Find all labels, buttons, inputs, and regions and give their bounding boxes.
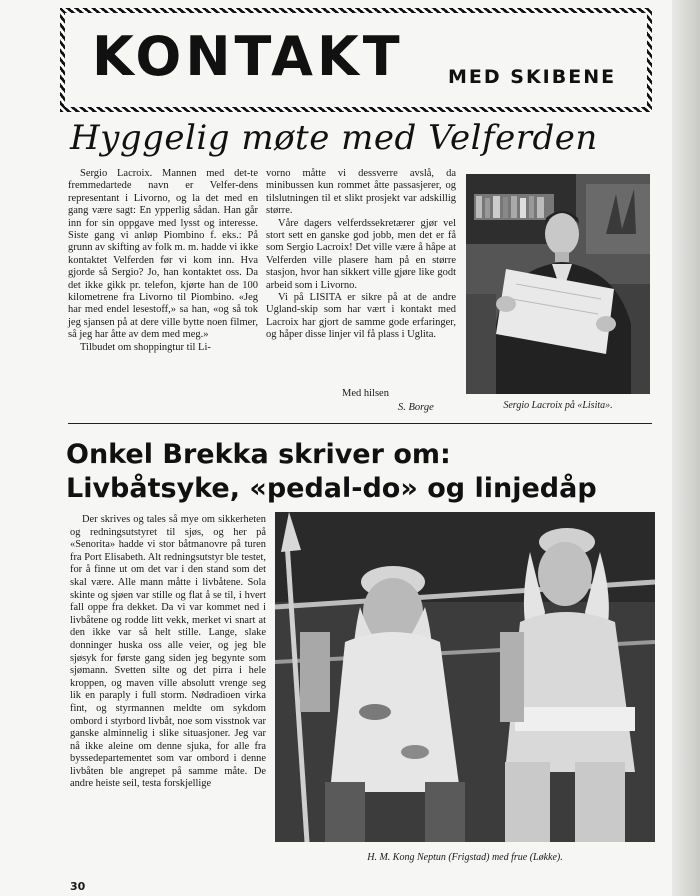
article1-column-2 <box>266 168 456 342</box>
article1-column-1 <box>68 168 258 354</box>
masthead-title: KONTAKT <box>92 25 404 88</box>
page-edge-shadow <box>672 0 700 896</box>
section-divider <box>68 423 652 424</box>
article1-headline: Hyggelig møte med Velferden <box>70 118 598 158</box>
article1-paragraph: vorno måtte vi dessverre avslå, da minibussen kun rommet åtte passasjerer, og tilslutningen til et slikt prosjekt var adskillig større. <box>266 168 456 217</box>
page-number: 30 <box>70 880 86 893</box>
article1-signature: S. Borge <box>398 402 434 413</box>
article1-photo-caption: Sergio Lacroix på «Lisita». <box>503 400 613 411</box>
article1-greeting: Med hilsen <box>342 388 389 399</box>
masthead-subtitle: MED SKIBENE <box>448 66 617 88</box>
article2-paragraph: Der skrives og tales så mye om sikkerheten og redningsutstyret til sjøs, og her på «Senorita» hadde vi stor båtmanovre på turen fra Port Elisabeth. Alt redningsutstyr ble testet, for å finne ut om det var i den stand som det skal være. Alle mann måtte i livbåtene. Sola skinte og sjøen var stille og flat å se til, i hvert fall oppe fra dekket. Da vi var kommet ned i livbåtene og rodde litt vekk, merket vi snart at den ikke var så helt stille. Lange, slake donninger huska oss alle veier, og jeg ble sjøsyk for første gang siden jeg begynte som sjømann. Svetten silte og det pirra i hele kroppen, og maven ville absolutt vrenge seg lik en paraply i full storm. Nødradioen virka fint, og styrmannen meldte om sykdom ombord i styrbord livbåt, noe som visstnok var ganske alminnelig i slike situasjoner. Jeg var nå ikke aleine om denne sjuka, for alle fra byssedepartementet som var ombord i denne livbåten ble angrepet på samme måte. De andre heiste seil, testa forskjellige <box>70 514 266 790</box>
article2-column <box>70 514 266 791</box>
article2-photo-caption: H. M. Kong Neptun (Frigstad) med frue (Løkke). <box>367 852 563 863</box>
article2-headline-line1: Onkel Brekka skriver om: <box>66 439 451 470</box>
article1-paragraph: Tilbudet om shoppingtur til Li- <box>80 341 211 353</box>
article1-paragraph: Sergio Lacroix. Mannen med det-te fremmedartede navn er Velfer-dens representant i Livorno, og la det med en gang være sagt: En ypperlig sådan. Han går inn for sin oppgave med lysst og interesse. Siste gang vi anløp Piombino f. eks.: På grunn av skifting av folk m. m. hadde vi ikke kontaktet Velferden før vi kom inn. Hva gjorde så Sergio? Jo, han kontaktet oss. Da det ikke gikk pr. telefon, kjørte han de 100 kilometrene fra Livorno til Piombino. «Jeg har med endel lesestoff,» sa han, «og så tok jeg sjansen på at dere ville bytte noen filmer, så jeg har åtte av dem med meg.» <box>68 168 258 341</box>
article2-headline-line2: Livbåtsyke, «pedal-do» og linjedåp <box>66 473 597 504</box>
article1-paragraph: Vi på LISITA er sikre på at de andre Ugland-skip som har vært i kontakt med Lacroix har gjort de samme gode erfaringer, og håper disse linjer vil få plass i Uglita. <box>266 292 456 341</box>
article1-paragraph: Våre dagers velferdssekretærer gjør vel stort sett en ganske god jobb, men det er få som Sergio Lacroix! Det ville være å håpe at Velferden ville plasere ham på en større stasjon, hvor han sikkert ville gjøre like godt arbeid som i Livorno. <box>266 217 456 291</box>
sergio-lacroix-photo <box>466 174 650 394</box>
neptune-ceremony-photo <box>275 512 655 842</box>
article2-headline <box>66 438 656 506</box>
